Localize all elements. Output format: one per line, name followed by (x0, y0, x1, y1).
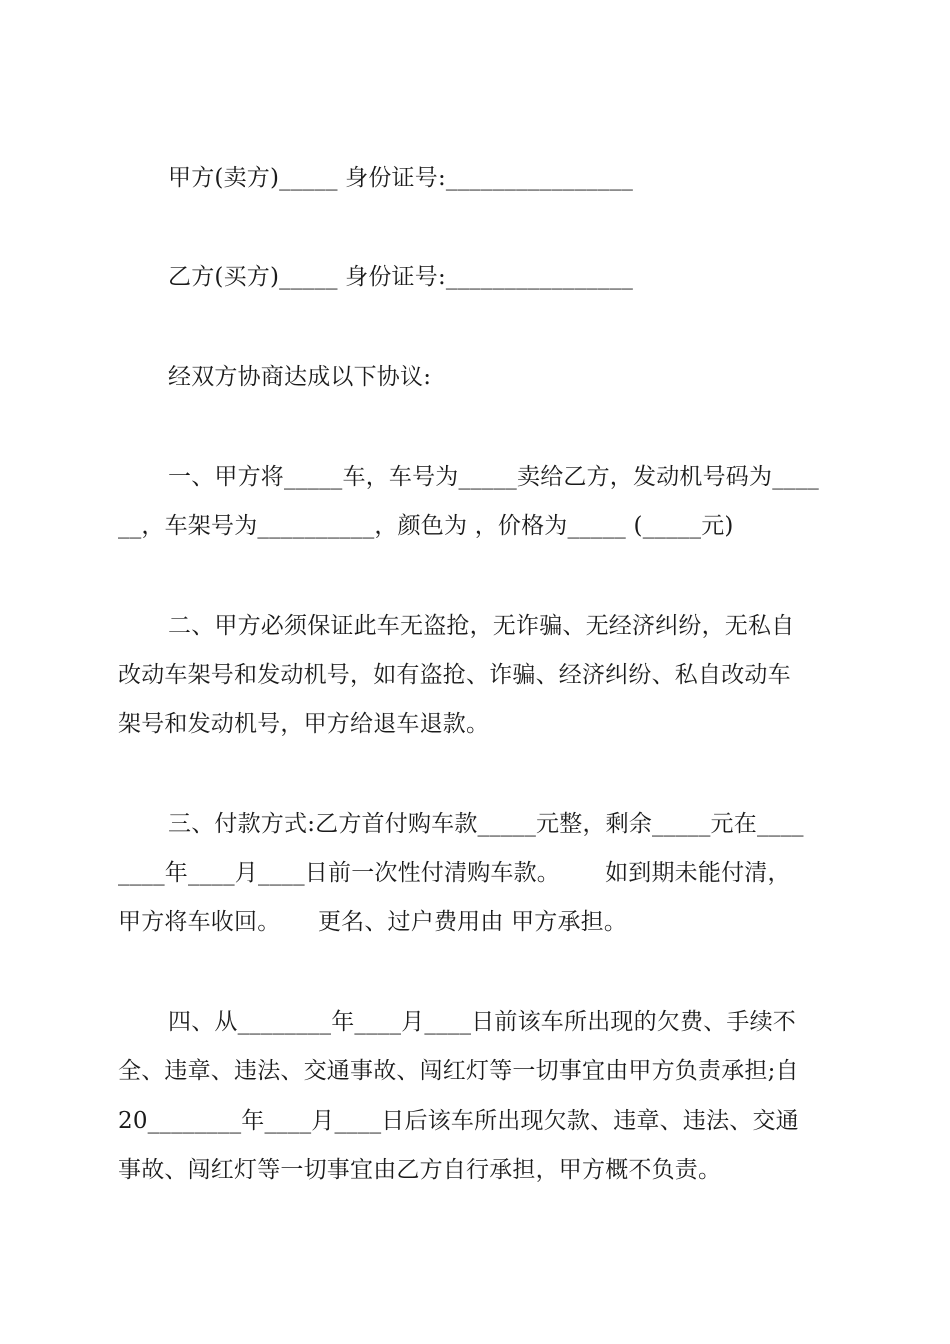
clause-1-line-1: 一、甲方将_____车，车号为_____卖给乙方，发动机号码为____ (168, 464, 819, 490)
clause-3-line-1: 三、付款方式:乙方首付购车款_____元整，剩余_____元在____ (168, 811, 804, 837)
party-a-line: 甲方(卖方)_____ 身份证号:________________ (168, 165, 634, 191)
clause-2-line-1: 二、甲方必须保证此车无盗抢，无诈骗、无经济纠纷，无私自 (168, 613, 795, 639)
clause-3-line-3: 甲方将车收回。 更名、过户费用由 甲方承担。 (118, 909, 628, 935)
agreement-intro: 经双方协商达成以下协议: (168, 364, 432, 390)
clause-2-line-2: 改动车架号和发动机号，如有盗抢、诈骗、经济纠纷、私自改动车 (118, 662, 791, 688)
clause-4-line-2: 全、违章、违法、交通事故、闯红灯等一切事宜由甲方负责承担;自 (118, 1058, 799, 1084)
clause-4-line-1: 四、从________年____月____日前该车所出现的欠费、手续不 (168, 1009, 796, 1035)
clause-4-line-4: 事故、闯红灯等一切事宜由乙方自行承担，甲方概不负责。 (118, 1157, 722, 1183)
clause-3-line-2: ____年____月____日前一次性付清购车款。 如到期未能付清， (118, 860, 791, 886)
clause-1-line-2: __，车架号为__________，颜色为 ，价格为_____ (_____元) (118, 513, 734, 539)
clause-4-line-3: 20________年____月____日后该车所出现欠款、违章、违法、交通 (118, 1108, 799, 1134)
clause-2-line-3: 架号和发动机号，甲方给退车退款。 (118, 711, 490, 737)
party-b-line: 乙方(买方)_____ 身份证号:________________ (168, 264, 634, 290)
